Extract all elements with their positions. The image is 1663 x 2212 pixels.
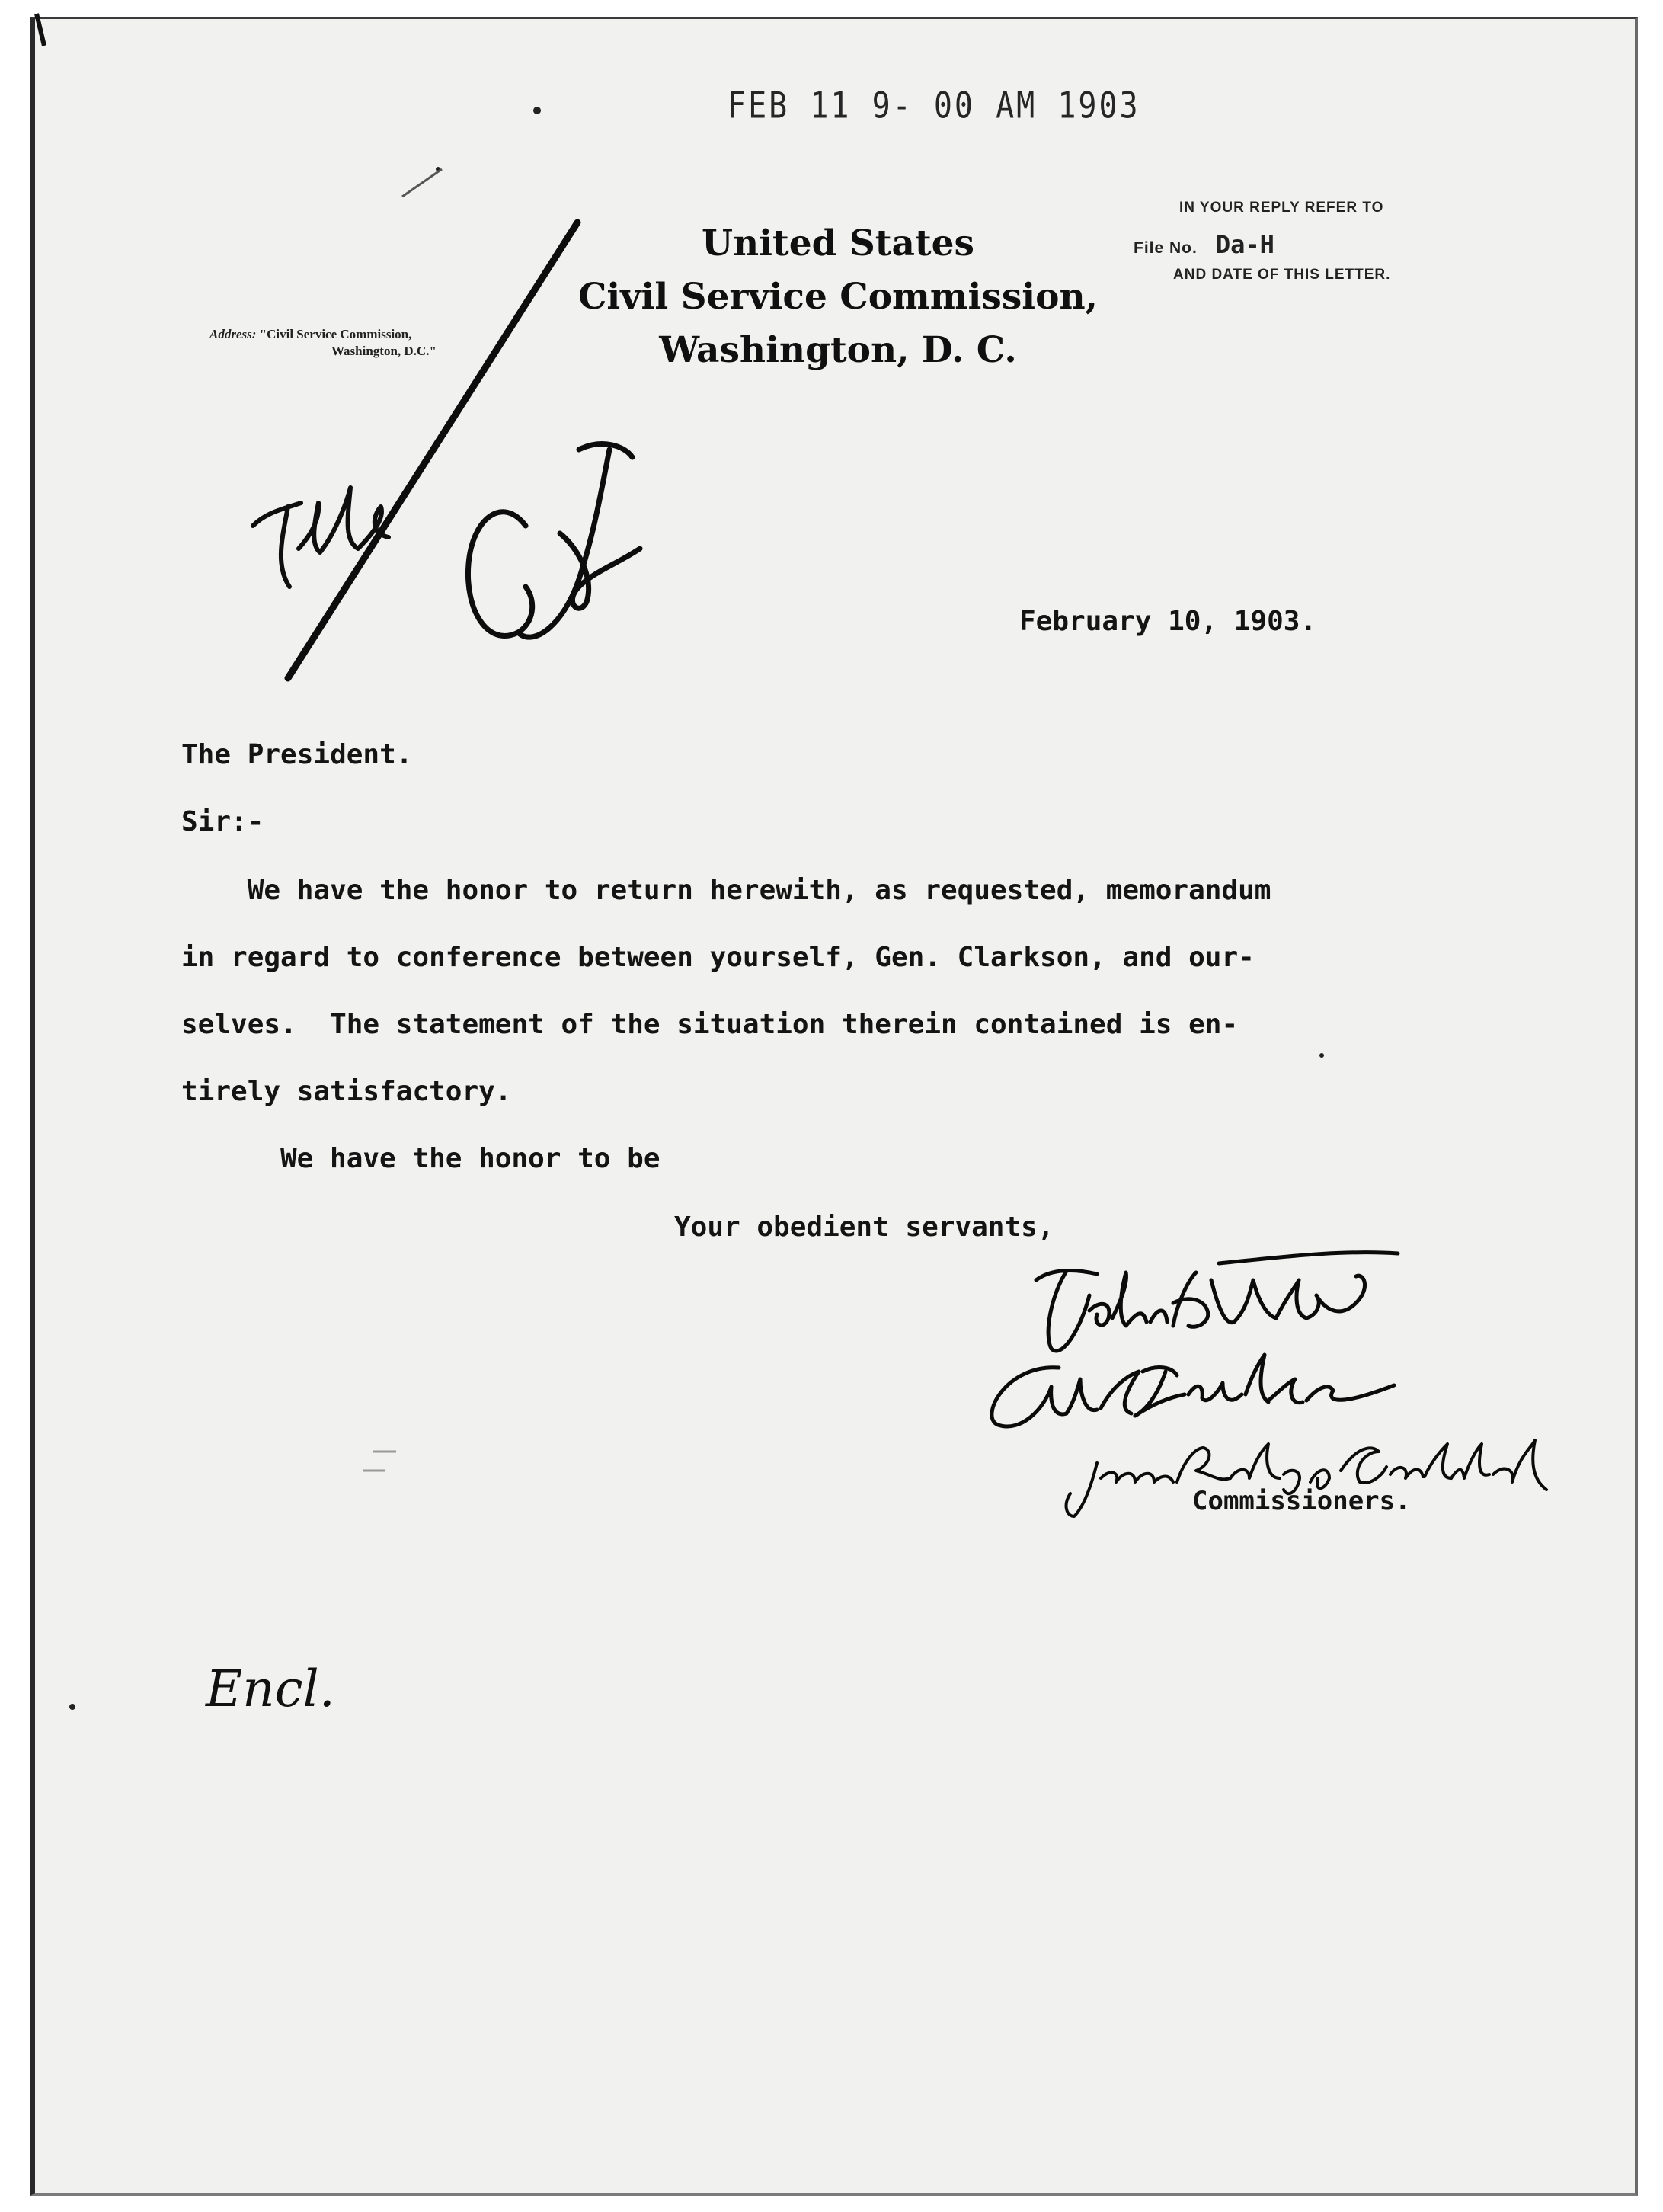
greeting: Sir:- xyxy=(181,806,264,837)
file-number-label: File No. xyxy=(1134,239,1198,257)
signatory-title: Commissioners. xyxy=(1192,1486,1411,1516)
address-line-1: "Civil Service Commission, xyxy=(259,327,412,341)
file-number-line xyxy=(1134,230,1274,259)
closing-line: We have the honor to be xyxy=(280,1143,660,1174)
body-line: in regard to conference between yourself, Gen. Clarkson, and our- xyxy=(181,942,1255,973)
body-line: We have the honor to return herewith, as requested, memorandum xyxy=(181,875,1271,906)
reply-date-line: AND DATE OF THIS LETTER. xyxy=(1173,267,1391,283)
received-date-stamp: FEB 11 9- 00 AM 1903 xyxy=(728,85,1140,127)
reply-refer-line: IN YOUR REPLY REFER TO xyxy=(1179,200,1384,216)
address-label: Address: xyxy=(209,327,257,341)
letterhead-line-3: Washington, D. C. xyxy=(659,329,1017,371)
body-line: selves. The statement of the situation therein contained is en- xyxy=(181,1009,1239,1040)
letterhead xyxy=(564,217,1112,377)
file-number-value: Da-H xyxy=(1215,230,1274,259)
letter-date: February 10, 1903. xyxy=(1019,606,1317,637)
letterhead-line-2: Civil Service Commission, xyxy=(577,276,1099,318)
complimentary-close: Your obedient servants, xyxy=(674,1212,1054,1243)
enclosure-note: Encl. xyxy=(206,1660,335,1718)
body-line: tirely satisfactory. xyxy=(181,1076,512,1107)
address-line-2: Washington, D.C." xyxy=(331,344,437,358)
letterhead-line-1: United States xyxy=(701,222,975,264)
salutation: The President. xyxy=(181,739,413,770)
return-address xyxy=(209,326,437,360)
